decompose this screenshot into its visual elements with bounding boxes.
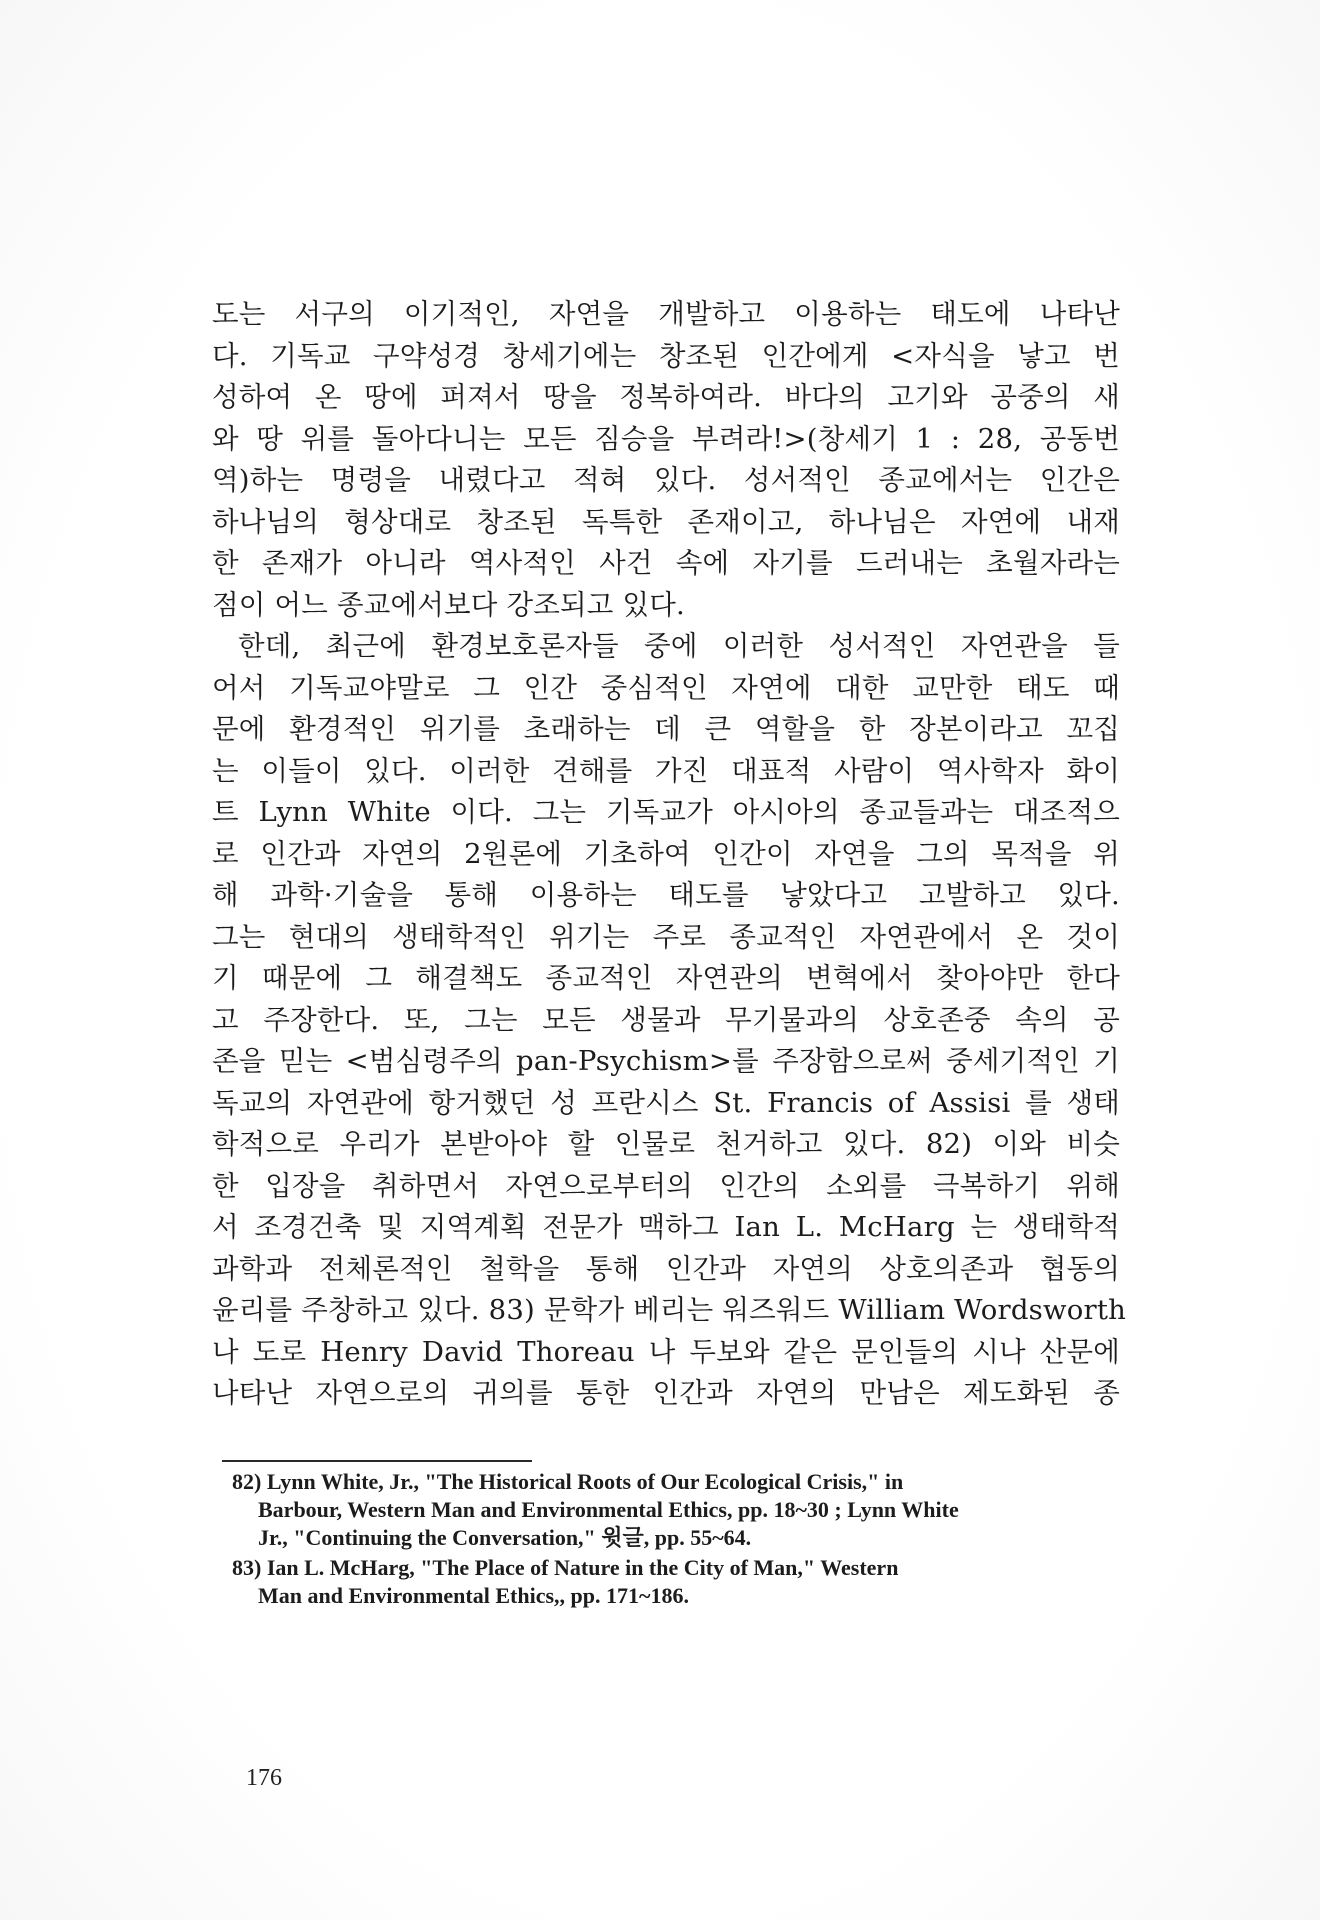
body-line: 로 인간과 자연의 2원론에 기초하여 인간이 자연을 그의 목적을 위	[212, 837, 1120, 870]
footnotes	[232, 1468, 1102, 1612]
body-line: 나 도로 Henry David Thoreau 나 두보와 같은 문인들의 시나 산문에	[212, 1335, 1120, 1368]
body-line: 트 Lynn White 이다. 그는 기독교가 아시아의 종교들과는 대조적으	[212, 796, 1120, 828]
body-line: 과학과 전체론적인 철학을 통해 인간과 자연의 상호의존과 협동의	[212, 1252, 1120, 1285]
footnote-82	[232, 1468, 1102, 1552]
body-line: 독교의 자연관에 항거했던 성 프란시스 St. Francis of Assisi 를 생태	[212, 1086, 1120, 1119]
footnote-separator	[222, 1460, 532, 1462]
body-line: 한 존재가 아니라 역사적인 사건 속에 자기를 드러내는 초월자라는	[212, 547, 1120, 579]
body-line: 학적으로 우리가 본받아야 할 인물로 천거하고 있다. 82) 이와 비슷	[212, 1128, 1120, 1160]
body-line: 한데, 최근에 환경보호론자들 중에 이러한 성서적인 자연관을 들	[238, 630, 1120, 662]
body-line: 그는 현대의 생태학적인 위기는 주로 종교적인 자연관에서 온 것이	[212, 920, 1120, 953]
footnote-line: Man and Environmental Ethics,, pp. 171~186.	[258, 1583, 689, 1608]
body-line: 성하여 온 땅에 퍼져서 땅을 정복하여라. 바다의 고기와 공중의 새	[212, 381, 1120, 413]
footnote-line: 83) Ian L. McHarg, "The Place of Nature in the City of Man," Western	[232, 1555, 899, 1580]
body-text	[212, 294, 1126, 1415]
body-line: 문에 환경적인 위기를 초래하는 데 큰 역할을 한 장본이라고 꼬집	[212, 713, 1120, 745]
body-line: 와 땅 위를 돌아다니는 모든 짐승을 부려라!>(창세기 1 : 28, 공동번	[212, 422, 1120, 455]
body-line: 점이 어느 종교에서보다 강조되고 있다.	[212, 588, 685, 621]
body-line: 다. 기독교 구약성경 창세기에는 창조된 인간에게 <자식을 낳고 번	[212, 339, 1120, 372]
body-line: 역)하는 명령을 내렸다고 적혀 있다. 성서적인 종교에서는 인간은	[212, 464, 1120, 496]
body-line: 하나님의 형상대로 창조된 독특한 존재이고, 하나님은 자연에 내재	[212, 505, 1120, 538]
body-line: 윤리를 주창하고 있다. 83) 문학가 베리는 워즈워드 William Wordsworth	[212, 1294, 1126, 1326]
footnote-line: 82) Lynn White, Jr., "The Historical Roots of Our Ecological Crisis," in	[232, 1469, 904, 1494]
body-line: 도는 서구의 이기적인, 자연을 개발하고 이용하는 태도에 나타난	[212, 298, 1120, 330]
body-line: 한 입장을 취하면서 자연으로부터의 인간의 소외를 극복하기 위해	[212, 1169, 1120, 1202]
body-line: 기 때문에 그 해결책도 종교적인 자연관의 변혁에서 찾아야만 한다	[212, 962, 1120, 994]
footnote-line: Barbour, Western Man and Environmental Ethics, pp. 18~30 ; Lynn White	[258, 1497, 959, 1522]
page-number: 176	[246, 1765, 282, 1791]
body-line: 존을 믿는 <범심령주의 pan-Psychism>를 주장함으로써 중세기적인 기	[212, 1045, 1120, 1077]
footnote-83	[232, 1554, 1102, 1610]
body-line: 고 주장한다. 또, 그는 모든 생물과 무기물과의 상호존중 속의 공	[212, 1003, 1120, 1036]
footnote-line: Jr., "Continuing the Conversation," 윗글, pp. 55~64.	[258, 1525, 752, 1550]
body-line: 나타난 자연으로의 귀의를 통한 인간과 자연의 만남은 제도화된 종	[212, 1377, 1120, 1409]
body-line: 해 과학·기술을 통해 이용하는 태도를 낳았다고 고발하고 있다.	[212, 879, 1120, 911]
body-line: 어서 기독교야말로 그 인간 중심적인 자연에 대한 교만한 태도 때	[212, 671, 1120, 704]
body-line: 는 이들이 있다. 이러한 견해를 가진 대표적 사람이 역사학자 화이	[212, 754, 1120, 787]
body-line: 서 조경건축 및 지역계획 전문가 맥하그 Ian L. McHarg 는 생태학적	[212, 1211, 1120, 1243]
